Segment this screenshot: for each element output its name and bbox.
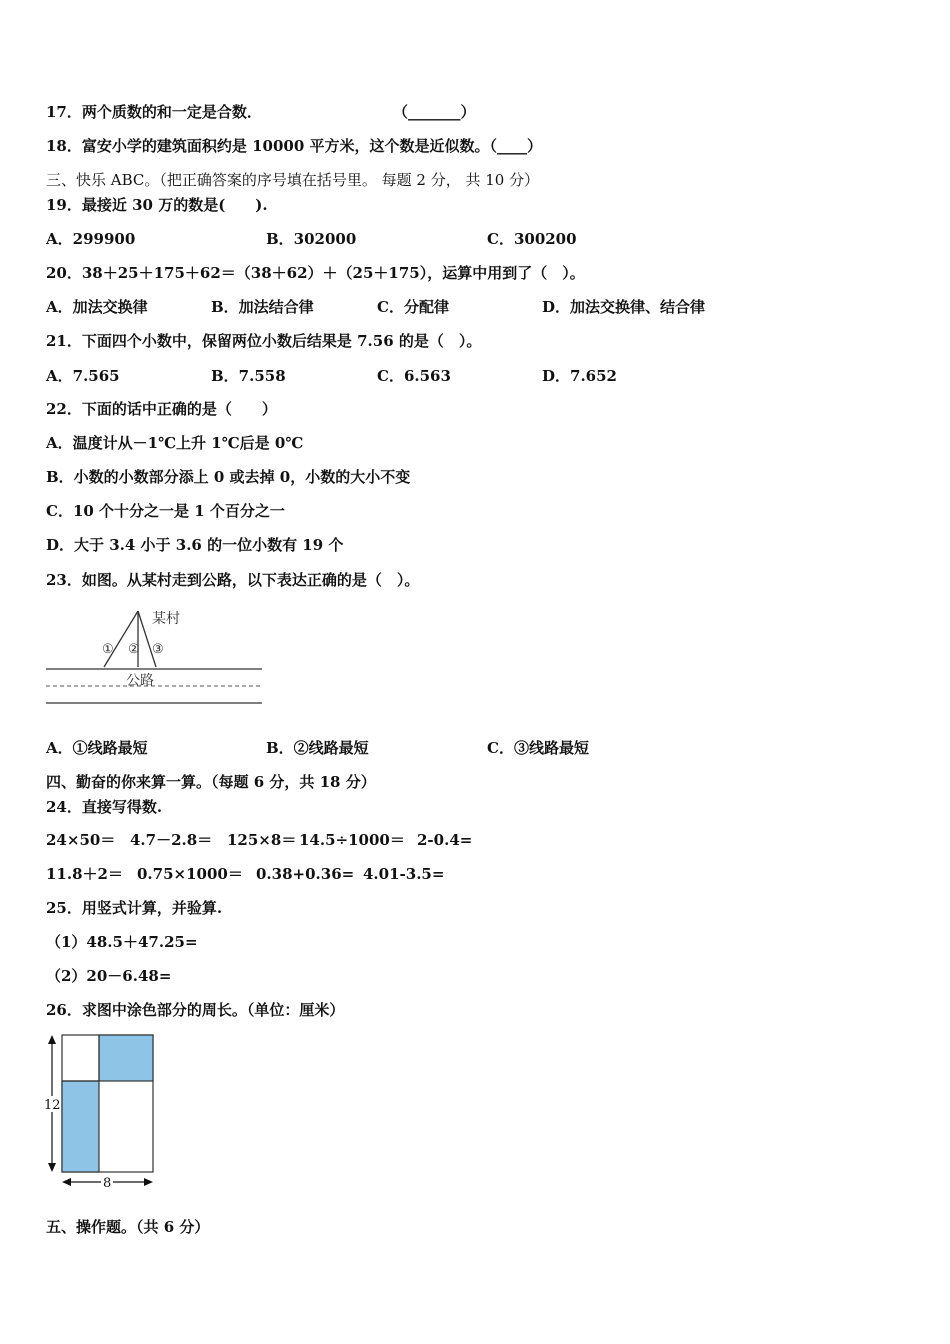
q22-option-b[interactable]: B．小数的小数部分添上 0 或去掉 0，小数的大小不变 <box>46 468 411 486</box>
q24-calc-3: 125×8＝ <box>227 831 297 849</box>
q22-text: 22．下面的话中正确的是（ ） <box>46 400 277 418</box>
height-arrow-bottom <box>48 1163 56 1172</box>
q19-option-a[interactable]: A．299900 <box>46 230 136 248</box>
width-arrow-left <box>62 1178 71 1186</box>
shaded-bottom-left <box>62 1081 99 1172</box>
q23-option-b[interactable]: B．②线路最短 <box>266 739 369 757</box>
q17-answer-blank[interactable]: （_______） <box>393 103 476 121</box>
q19-option-c[interactable]: C．300200 <box>487 230 577 248</box>
q20-option-b[interactable]: B．加法结合律 <box>211 298 314 316</box>
q23-text: 23．如图。从某村走到公路，以下表达正确的是（ ）。 <box>46 571 420 589</box>
route-2-label: ② <box>128 642 140 657</box>
q21-option-d[interactable]: D．7.652 <box>542 367 617 385</box>
q24-calc-5: 2-0.4= <box>417 831 473 849</box>
q25-item-1: （1）48.5＋47.25= <box>46 933 198 951</box>
q24-calc-4: 14.5÷1000＝ <box>299 831 405 849</box>
q23-option-c[interactable]: C．③线路最短 <box>487 739 589 757</box>
q19-text: 19．最接近 30 万的数是( ). <box>46 196 268 214</box>
q21-option-a[interactable]: A．7.565 <box>46 367 120 385</box>
q20-text: 20．38＋25＋175＋62＝（38＋62）＋（25＋175），运算中用到了（ ）。 <box>46 264 585 282</box>
q25-text: 25．用竖式计算，并验算. <box>46 899 223 917</box>
section-3-title: 三、快乐 ABC。（把正确答案的序号填在括号里。 每题 2 分， 共 10 分） <box>46 171 540 189</box>
route-3-label: ③ <box>152 642 164 657</box>
q20-option-a[interactable]: A．加法交换律 <box>46 298 148 316</box>
q17-text: 17．两个质数的和一定是合数． <box>46 103 262 121</box>
width-arrow-right <box>144 1178 153 1186</box>
q20-option-d[interactable]: D．加法交换律、结合律 <box>542 298 706 316</box>
section-4-title: 四、勤奋的你来算一算。（每题 6 分，共 18 分） <box>46 773 376 791</box>
q24-calc-7: 0.75×1000＝ <box>137 865 243 883</box>
road-label: 公路 <box>126 673 154 689</box>
q18-text: 18．富安小学的建筑面积约是 10000 平方米，这个数是近似数。（____） <box>46 137 543 155</box>
q24-text: 24．直接写得数. <box>46 798 163 816</box>
q22-option-a[interactable]: A．温度计从－1℃上升 1℃后是 0℃ <box>46 434 304 452</box>
q24-calc-1: 24×50＝ <box>46 831 116 849</box>
q23-road-diagram <box>44 603 274 713</box>
q24-calc-6: 11.8＋2＝ <box>46 865 123 883</box>
section-5-title: 五、操作题。（共 6 分） <box>46 1218 210 1236</box>
q25-item-2: （2）20－6.48= <box>46 967 172 985</box>
q19-option-b[interactable]: B．302000 <box>266 230 357 248</box>
q21-option-b[interactable]: B．7.558 <box>211 367 286 385</box>
q26-text: 26．求图中涂色部分的周长。（单位：厘米） <box>46 1001 345 1019</box>
q22-option-d[interactable]: D．大于 3.4 小于 3.6 的一位小数有 19 个 <box>46 536 344 554</box>
q21-option-c[interactable]: C．6.563 <box>377 367 451 385</box>
q21-text: 21．下面四个小数中，保留两位小数后结果是 7.56 的是（ ）。 <box>46 332 482 350</box>
height-label: 12 <box>44 1098 61 1113</box>
route-1-label: ① <box>102 642 114 657</box>
village-label: 某村 <box>152 611 180 627</box>
q24-calc-8: 0.38+0.36= <box>256 865 355 883</box>
shaded-top-right <box>99 1035 153 1081</box>
q24-calc-2: 4.7－2.8＝ <box>130 831 213 849</box>
q24-calc-9: 4.01-3.5= <box>363 865 445 883</box>
height-arrow-top <box>48 1035 56 1044</box>
q20-option-c[interactable]: C．分配律 <box>377 298 449 316</box>
route-1-line <box>104 611 138 667</box>
q23-option-a[interactable]: A．①线路最短 <box>46 739 148 757</box>
width-label: 8 <box>103 1176 112 1191</box>
q26-shape-figure <box>40 1030 165 1192</box>
q22-option-c[interactable]: C．10 个十分之一是 1 个百分之一 <box>46 502 285 520</box>
